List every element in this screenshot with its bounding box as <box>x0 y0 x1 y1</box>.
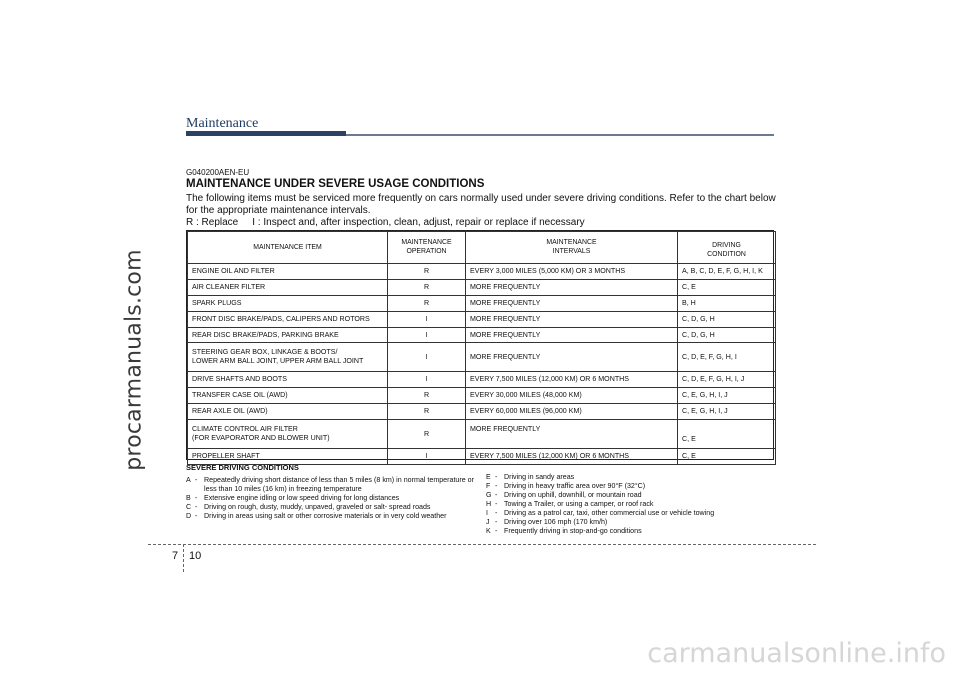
cell-condition: B, H <box>678 295 776 311</box>
condition-key: K <box>486 527 491 535</box>
cell-interval: MORE FREQUENTLY <box>466 327 678 343</box>
condition-text: Driving on uphill, downhill, or mountain road <box>504 491 642 499</box>
table-row <box>188 279 776 295</box>
cell-condition: C, E <box>678 449 776 465</box>
section-code: G040200AEN-EU <box>186 168 250 177</box>
condition-key: C <box>186 503 192 511</box>
cell-interval: EVERY 30,000 MILES (48,000 KM) <box>466 388 678 404</box>
maintenance-table <box>186 230 774 460</box>
cell-operation: I <box>388 449 466 465</box>
header-operation: MAINTENANCE OPERATION <box>388 232 466 264</box>
conditions-list-left <box>186 476 474 521</box>
cell-interval: EVERY 7,500 MILES (12,000 KM) OR 6 MONTHS <box>466 449 678 465</box>
condition-dash: - <box>195 512 198 520</box>
cell-operation: R <box>388 404 466 420</box>
condition-text: Driving in sandy areas <box>504 473 575 481</box>
footer-rule <box>148 544 816 545</box>
header-condition: DRIVING CONDITION <box>678 232 776 264</box>
condition-dash: - <box>195 476 198 484</box>
cell-item: DRIVE SHAFTS AND BOOTS <box>188 372 388 388</box>
cell-condition: C, E, G, H, I, J <box>678 404 776 420</box>
header-rule-accent <box>186 131 346 136</box>
condition-item <box>486 509 776 518</box>
cell-condition: C, E <box>678 420 776 449</box>
condition-key: E <box>486 473 491 481</box>
section-title: MAINTENANCE UNDER SEVERE USAGE CONDITIONS <box>186 178 485 190</box>
cell-operation: R <box>388 420 466 449</box>
condition-item <box>186 503 474 512</box>
cell-condition: C, D, E, F, G, H, I, J <box>678 372 776 388</box>
cell-operation: I <box>388 311 466 327</box>
cell-operation: I <box>388 372 466 388</box>
table-row <box>188 343 776 372</box>
conditions-title: SEVERE DRIVING CONDITIONS <box>186 463 299 472</box>
condition-text: Repeatedly driving short distance of less than 5 miles (8 km) in normal temperature or less than 10 miles (16 km) in freezing temperature <box>204 476 474 493</box>
table-row <box>188 420 776 449</box>
condition-key: A <box>186 476 191 484</box>
cell-interval: MORE FREQUENTLY <box>466 420 678 449</box>
cell-interval: MORE FREQUENTLY <box>466 295 678 311</box>
page-number: 10 <box>189 550 202 562</box>
table-row <box>188 372 776 388</box>
cell-item: REAR DISC BRAKE/PADS, PARKING BRAKE <box>188 327 388 343</box>
condition-text: Extensive engine idling or low speed driving for long distances <box>204 494 400 502</box>
condition-text: Towing a Trailer, or using a camper, or roof rack <box>504 500 654 508</box>
condition-item <box>186 512 474 521</box>
cell-item: CLIMATE CONTROL AIR FILTER (FOR EVAPORATOR AND BLOWER UNIT) <box>188 420 388 449</box>
cell-interval: MORE FREQUENTLY <box>466 279 678 295</box>
condition-item <box>486 500 776 509</box>
condition-text: Driving in heavy traffic area over 90°F (32°C) <box>504 482 646 490</box>
cell-item: FRONT DISC BRAKE/PADS, CALIPERS AND ROTORS <box>188 311 388 327</box>
condition-key: B <box>186 494 191 502</box>
cell-condition: C, D, G, H <box>678 311 776 327</box>
cell-item: TRANSFER CASE OIL (AWD) <box>188 388 388 404</box>
cell-item: SPARK PLUGS <box>188 295 388 311</box>
legend-inspect: I : Inspect and, after inspection, clean, adjust, repair or replace if necessary <box>252 217 585 228</box>
bottom-watermark: carmanualsonline.info <box>647 638 946 669</box>
condition-dash: - <box>195 494 198 502</box>
table-row <box>188 388 776 404</box>
header-item: MAINTENANCE ITEM <box>188 232 388 264</box>
condition-key: H <box>486 500 492 508</box>
table-row <box>188 327 776 343</box>
cell-operation: R <box>388 295 466 311</box>
cell-operation: I <box>388 343 466 372</box>
cell-item: REAR AXLE OIL (AWD) <box>188 404 388 420</box>
cell-operation: R <box>388 388 466 404</box>
section-intro: The following items must be serviced more frequently on cars normally used under severe driving conditions. Refer to the chart below for the appropriate maintenance intervals. <box>186 193 776 216</box>
side-watermark: procarmanuals.com <box>121 249 147 471</box>
cell-item: AIR CLEANER FILTER <box>188 279 388 295</box>
cell-interval: MORE FREQUENTLY <box>466 311 678 327</box>
condition-dash: - <box>495 527 498 535</box>
cell-interval: EVERY 7,500 MILES (12,000 KM) OR 6 MONTHS <box>466 372 678 388</box>
page-header-title: Maintenance <box>186 116 259 131</box>
cell-interval: EVERY 3,000 MILES (5,000 KM) OR 3 MONTHS <box>466 264 678 280</box>
condition-dash: - <box>495 491 498 499</box>
condition-key: I <box>486 509 488 517</box>
condition-item <box>486 518 776 527</box>
conditions-list-right <box>486 473 776 536</box>
table-row <box>188 404 776 420</box>
condition-key: D <box>186 512 192 520</box>
cell-operation: R <box>388 264 466 280</box>
condition-text: Driving over 106 mph (170 km/h) <box>504 518 608 526</box>
table-row <box>188 264 776 280</box>
cell-condition: C, E, G, H, I, J <box>678 388 776 404</box>
table-header-row <box>188 232 776 264</box>
cell-operation: I <box>388 327 466 343</box>
condition-text: Driving in areas using salt or other corrosive materials or in very cold weather <box>204 512 447 520</box>
condition-text: Driving on rough, dusty, muddy, unpaved, graveled or salt- spread roads <box>204 503 431 511</box>
cell-condition: A, B, C, D, E, F, G, H, I, K <box>678 264 776 280</box>
condition-text: Frequently driving in stop-and-go conditions <box>504 527 642 535</box>
cell-condition: C, D, E, F, G, H, I <box>678 343 776 372</box>
condition-dash: - <box>495 518 498 526</box>
condition-item <box>486 491 776 500</box>
cell-item: STEERING GEAR BOX, LINKAGE & BOOTS/ LOWER ARM BALL JOINT, UPPER ARM BALL JOINT <box>188 343 388 372</box>
condition-key: J <box>486 518 490 526</box>
table-row <box>188 295 776 311</box>
cell-interval: EVERY 60,000 MILES (96,000 KM) <box>466 404 678 420</box>
condition-dash: - <box>495 482 498 490</box>
condition-item <box>186 476 474 494</box>
condition-item <box>486 482 776 491</box>
condition-dash: - <box>495 473 498 481</box>
cell-interval: MORE FREQUENTLY <box>466 343 678 372</box>
condition-item <box>486 527 776 536</box>
condition-key: F <box>486 482 491 490</box>
operation-legend <box>186 217 585 228</box>
cell-operation: R <box>388 279 466 295</box>
header-interval: MAINTENANCE INTERVALS <box>466 232 678 264</box>
cell-item: ENGINE OIL AND FILTER <box>188 264 388 280</box>
condition-dash: - <box>495 509 498 517</box>
chapter-number: 7 <box>172 550 179 562</box>
table-row <box>188 311 776 327</box>
cell-condition: C, E <box>678 279 776 295</box>
condition-dash: - <box>495 500 498 508</box>
condition-dash: - <box>195 503 198 511</box>
condition-text: Driving as a patrol car, taxi, other commercial use or vehicle towing <box>504 509 715 517</box>
header-rule <box>346 134 774 136</box>
condition-item <box>486 473 776 482</box>
cell-item: PROPELLER SHAFT <box>188 449 388 465</box>
footer-divider <box>183 544 184 572</box>
cell-condition: C, D, G, H <box>678 327 776 343</box>
legend-replace: R : Replace <box>186 217 239 228</box>
condition-key: G <box>486 491 492 499</box>
condition-item <box>186 494 474 503</box>
